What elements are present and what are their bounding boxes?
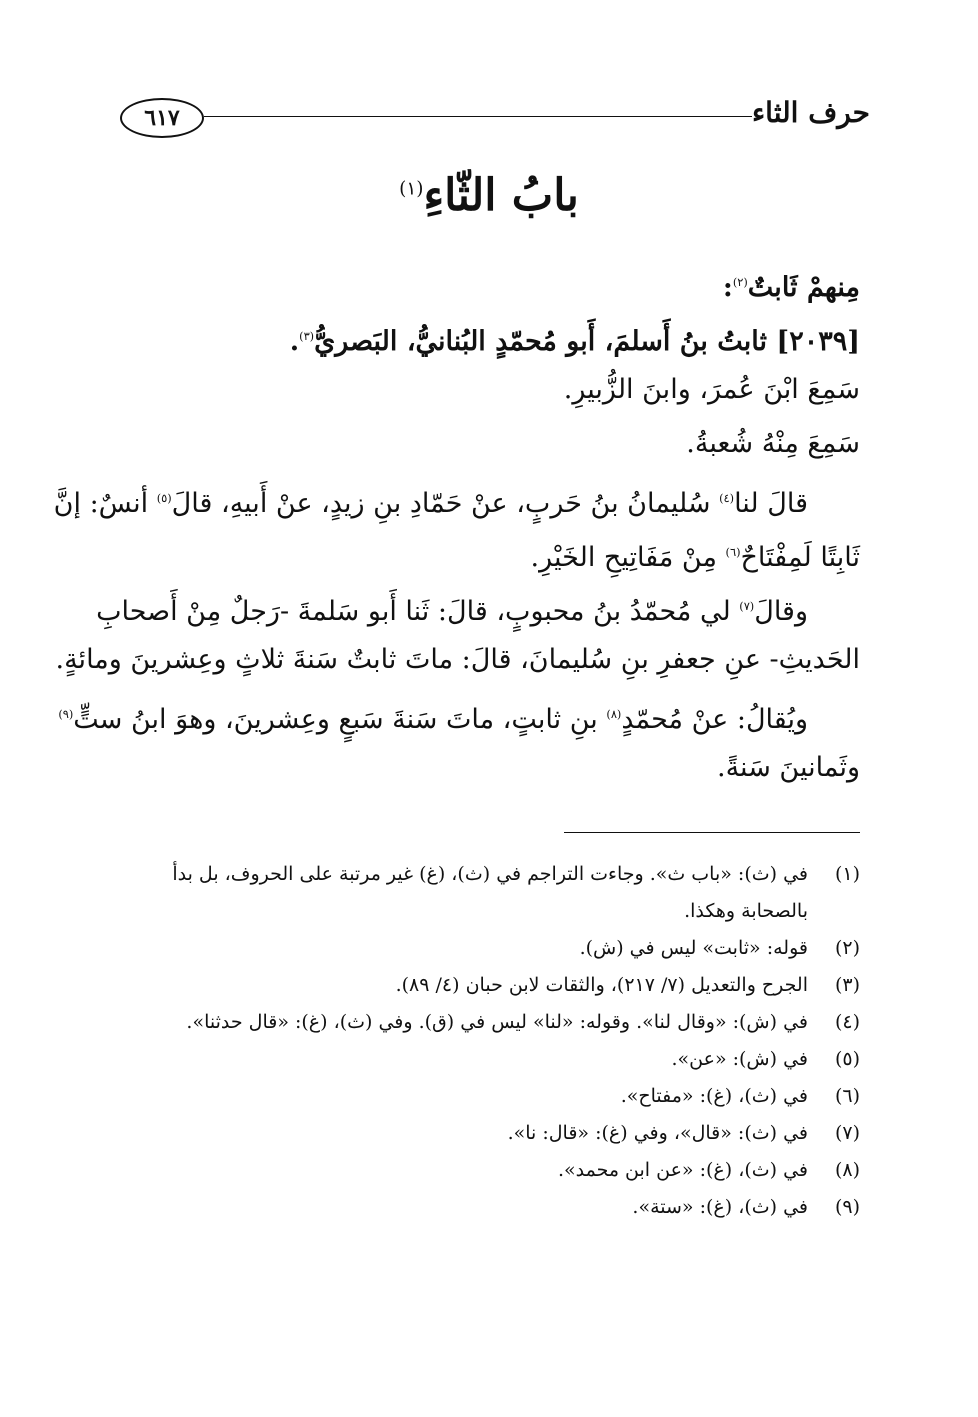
- footnote-text: في (ث)، (غ): «عن ابن محمد».: [557, 1159, 808, 1181]
- footnote-number: (٩): [834, 1196, 860, 1218]
- text-line-9: [58, 687, 860, 741]
- footnote-3: [112, 967, 860, 1004]
- footnote-number: (٣): [834, 974, 860, 996]
- text-segment: ويُقالُ: عنْ مُحمّدٍ: [621, 704, 808, 735]
- footnote-text: في (ش): «وقال لنا». وقوله: «لنا» ليس في (ق). وفي (ث)، (غ): «قال حدثنا».: [186, 1011, 808, 1033]
- text-segment: وقالَ: [754, 596, 808, 627]
- text-segment: ثَابِتًا لَمِفْتَاحٌ: [740, 542, 860, 573]
- main-text: [53, 255, 860, 795]
- footnote-number: (٥): [834, 1048, 860, 1070]
- footnote-ref: (٥): [156, 491, 172, 505]
- footnote-8: [112, 1152, 860, 1189]
- footnote-number: (٢): [834, 937, 860, 959]
- header-rule: [204, 116, 752, 117]
- footnote-4: [112, 1004, 860, 1041]
- footnote-text: قوله: «ثابت» ليس في (ش).: [579, 937, 808, 959]
- footnote-number: (١): [834, 863, 860, 885]
- text-segment: لي مُحمّدُ بنُ محبوبٍ، قالَ: ثَنا أَبو سَلمةَ -رَجلٌ مِنْ أَصحابِ: [96, 596, 740, 627]
- footnote-text: في (ث)، (غ): «مفتاح».: [620, 1085, 808, 1107]
- footnote-number: (٨): [834, 1159, 860, 1181]
- running-title: حرف الثاء: [752, 96, 870, 129]
- footnote-number: (٧): [834, 1122, 860, 1144]
- entry-heading: [٢٠٣٩] ثابتُ بنُ أَسلمَ، أَبو مُحمّدٍ البُنانيُّ، البَصريُّ: [314, 326, 860, 357]
- footnote-ref: (٦): [725, 545, 741, 559]
- footnote-number: (٦): [834, 1085, 860, 1107]
- text-segment: قالَ لنا: [734, 488, 808, 519]
- text-line-5: [53, 471, 860, 525]
- footnote-text: الجرح والتعديل (٧/ ٢١٧)، والثقات لابن حبان (٤/ ٨٩).: [395, 974, 808, 996]
- text-line-2: [112, 309, 860, 363]
- footnote-text: في (ث)، (غ): «ستة».: [632, 1196, 808, 1218]
- section-heading: مِنهمْ ثَابتٌ: [747, 272, 860, 303]
- text-line-4: سَمِعَ مِنْهُ شُعبةُ.: [686, 428, 860, 459]
- page-number: ٦١٧: [120, 98, 204, 138]
- footnote-text: في (ث): «قال»، وفي (غ): «قال: نا».: [507, 1122, 808, 1144]
- footnote-text: [112, 856, 808, 930]
- text-line-7: [96, 579, 860, 633]
- footnote-9: [112, 1189, 860, 1226]
- footnote-ref: (٢): [732, 275, 748, 289]
- text-line-10: وثَمانينَ سَنةً.: [716, 752, 860, 783]
- footnote-ref: (٨): [606, 707, 622, 721]
- text-line-3: سَمِعَ ابْنَ عُمرَ، وابنَ الزُّبيرِ.: [563, 374, 860, 405]
- footnote-ref: (٩): [58, 707, 74, 721]
- footnote-number: (٤): [834, 1011, 860, 1033]
- text-segment: بنِ ثابتٍ، ماتَ سَنةَ سَبعٍ وعِشرينَ، وهوَ ابنُ ستٍّ: [73, 704, 607, 735]
- footnote-5: [112, 1041, 860, 1078]
- text-line-6: [112, 525, 860, 579]
- footnote-1: [112, 856, 860, 930]
- footnotes: [112, 856, 860, 1226]
- footnote-separator: [564, 832, 860, 833]
- footnote-ref: (١): [399, 178, 424, 200]
- footnote-ref: (٣): [299, 329, 315, 343]
- chapter-title-text: بابُ الثّاءِ: [423, 170, 579, 221]
- footnote-7: [112, 1115, 860, 1152]
- footnote-6: [112, 1078, 860, 1115]
- footnote-2: [112, 930, 860, 967]
- footnote-ref: (٤): [719, 491, 735, 505]
- footnote-line: في (ث): «باب ث». وجاءت التراجم في (ث)، (غ) غير مرتبة على الحروف، بل بدأ: [172, 863, 808, 885]
- page-header: [118, 94, 870, 146]
- footnote-line: بالصحابة وهكذا.: [684, 900, 808, 922]
- punctuation: .: [289, 326, 300, 357]
- text-segment: مِنْ مَفَاتِيحِ الخَيْرِ.: [530, 542, 726, 573]
- text-segment: أنسٌ: إنَّ: [53, 488, 157, 519]
- footnote-text: في (ش): «عن».: [671, 1048, 808, 1070]
- chapter-title: [0, 170, 978, 221]
- text-line-8: الحَديثِ- عنِ جعفرِ بنِ سُليمانَ، قالَ: ماتَ ثابتٌ سَنةَ ثلاثٍ وعِشرينَ ومائةٍ.: [55, 644, 860, 675]
- text-line-1: [112, 255, 860, 309]
- punctuation: :: [722, 272, 733, 303]
- footnote-ref: (٧): [739, 599, 755, 613]
- text-segment: سُليمانُ بنُ حَربٍ، عنْ حَمّادِ بنِ زيدٍ، عنْ أَبيهِ، قالَ: [171, 488, 720, 519]
